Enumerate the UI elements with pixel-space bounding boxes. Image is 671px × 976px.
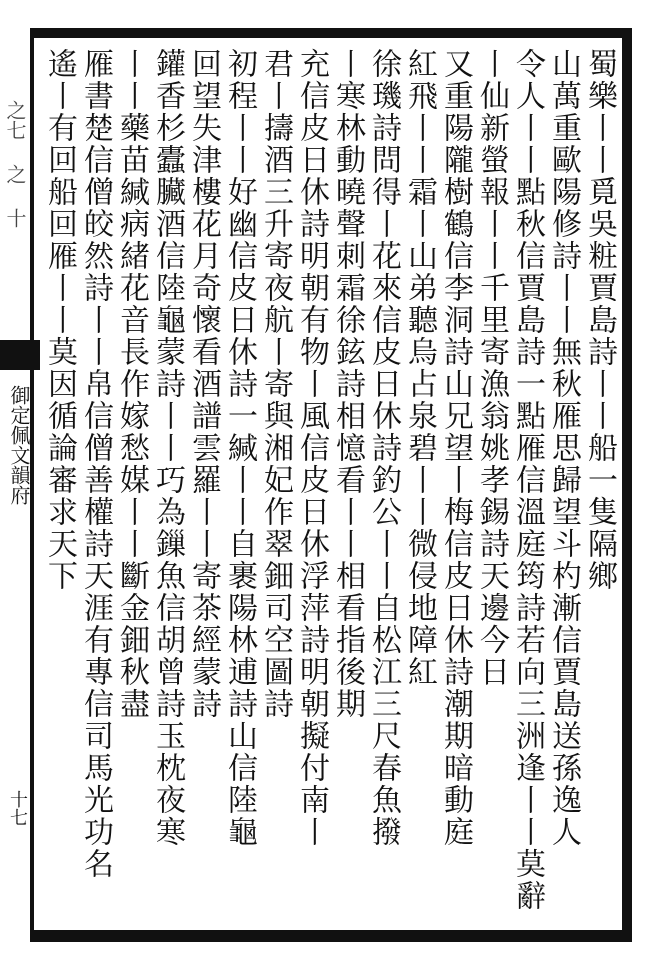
text-column-2: 山萬重歐陽修詩丨丨無秋雁思歸望斗杓漸信賈島送孫逸人 bbox=[546, 48, 581, 848]
frame-top-border bbox=[30, 28, 632, 38]
margin-strip bbox=[0, 40, 32, 930]
text-column-5: 又重陽隴樹鶴信李洞詩山兄望丨梅信皮日休詩潮期暗動庭 bbox=[438, 48, 473, 848]
text-column-9: 充信皮日休詩明朝有物丨風信皮日休浮萍詩明朝擬付南丨 bbox=[294, 48, 329, 848]
text-column-16: 遙丨有回船回雁丨丨莫因循論審求天下 bbox=[42, 48, 77, 592]
margin-side-text: 之七 之 十 bbox=[3, 100, 27, 228]
text-column-12: 回望失津樓花月奇懷看酒譜雲羅丨丨寄茶經蒙詩 bbox=[186, 48, 221, 720]
book-title: 御定佩文韻府 bbox=[7, 385, 31, 505]
text-column-6: 紅飛丨丨霜丨山弟聽烏占泉碧丨丨微侵地障紅 bbox=[402, 48, 437, 688]
text-column-3: 令人丨丨點秋信賈島詩一點雁信溫庭筠詩若向三洲逢丨丨莫辭 bbox=[510, 48, 545, 912]
text-column-14: 丨丨藥苗緘病緒花音長作嫁愁媒丨丨斷金鈿秋盡 bbox=[114, 48, 149, 720]
text-column-4: 丨仙新螢報丨丨千里寄漁翁姚孝錫詩天邊今日 bbox=[474, 48, 509, 688]
text-column-10: 君丨擣酒三升寄夜航丨寄與湘妃作翠鈿司空圖詩 bbox=[258, 48, 293, 720]
text-column-11: 初程丨丨好幽信皮日休詩一緘丨丨自裹陽林逋詩山信陸龜 bbox=[222, 48, 257, 848]
text-column-8: 丨寒林動曉聲刺霜徐鉉詩相憶看丨丨相看指後期 bbox=[330, 48, 365, 720]
fishtail-mark bbox=[0, 340, 40, 370]
text-column-7: 徐璣詩問得丨花來信皮日休詩釣公丨丨自松江三尺春魚撥 bbox=[366, 48, 401, 848]
frame-bottom-border bbox=[30, 930, 632, 942]
text-column-1: 蜀樂丨丨覓吳粧賈島詩丨丨船一隻隔鄉 bbox=[582, 48, 617, 592]
leaf-number: 十七 bbox=[7, 790, 28, 826]
frame-right-border bbox=[622, 28, 632, 942]
text-column-13: 鑵香杉蠹臟酒信陸龜蒙詩丨丨巧為鏁魚信胡曾詩玉枕夜寒 bbox=[150, 48, 185, 848]
text-column-15: 雁書楚信僧皎然詩丨丨帛信僧善權詩天涯有專信司馬光功名 bbox=[78, 48, 113, 880]
